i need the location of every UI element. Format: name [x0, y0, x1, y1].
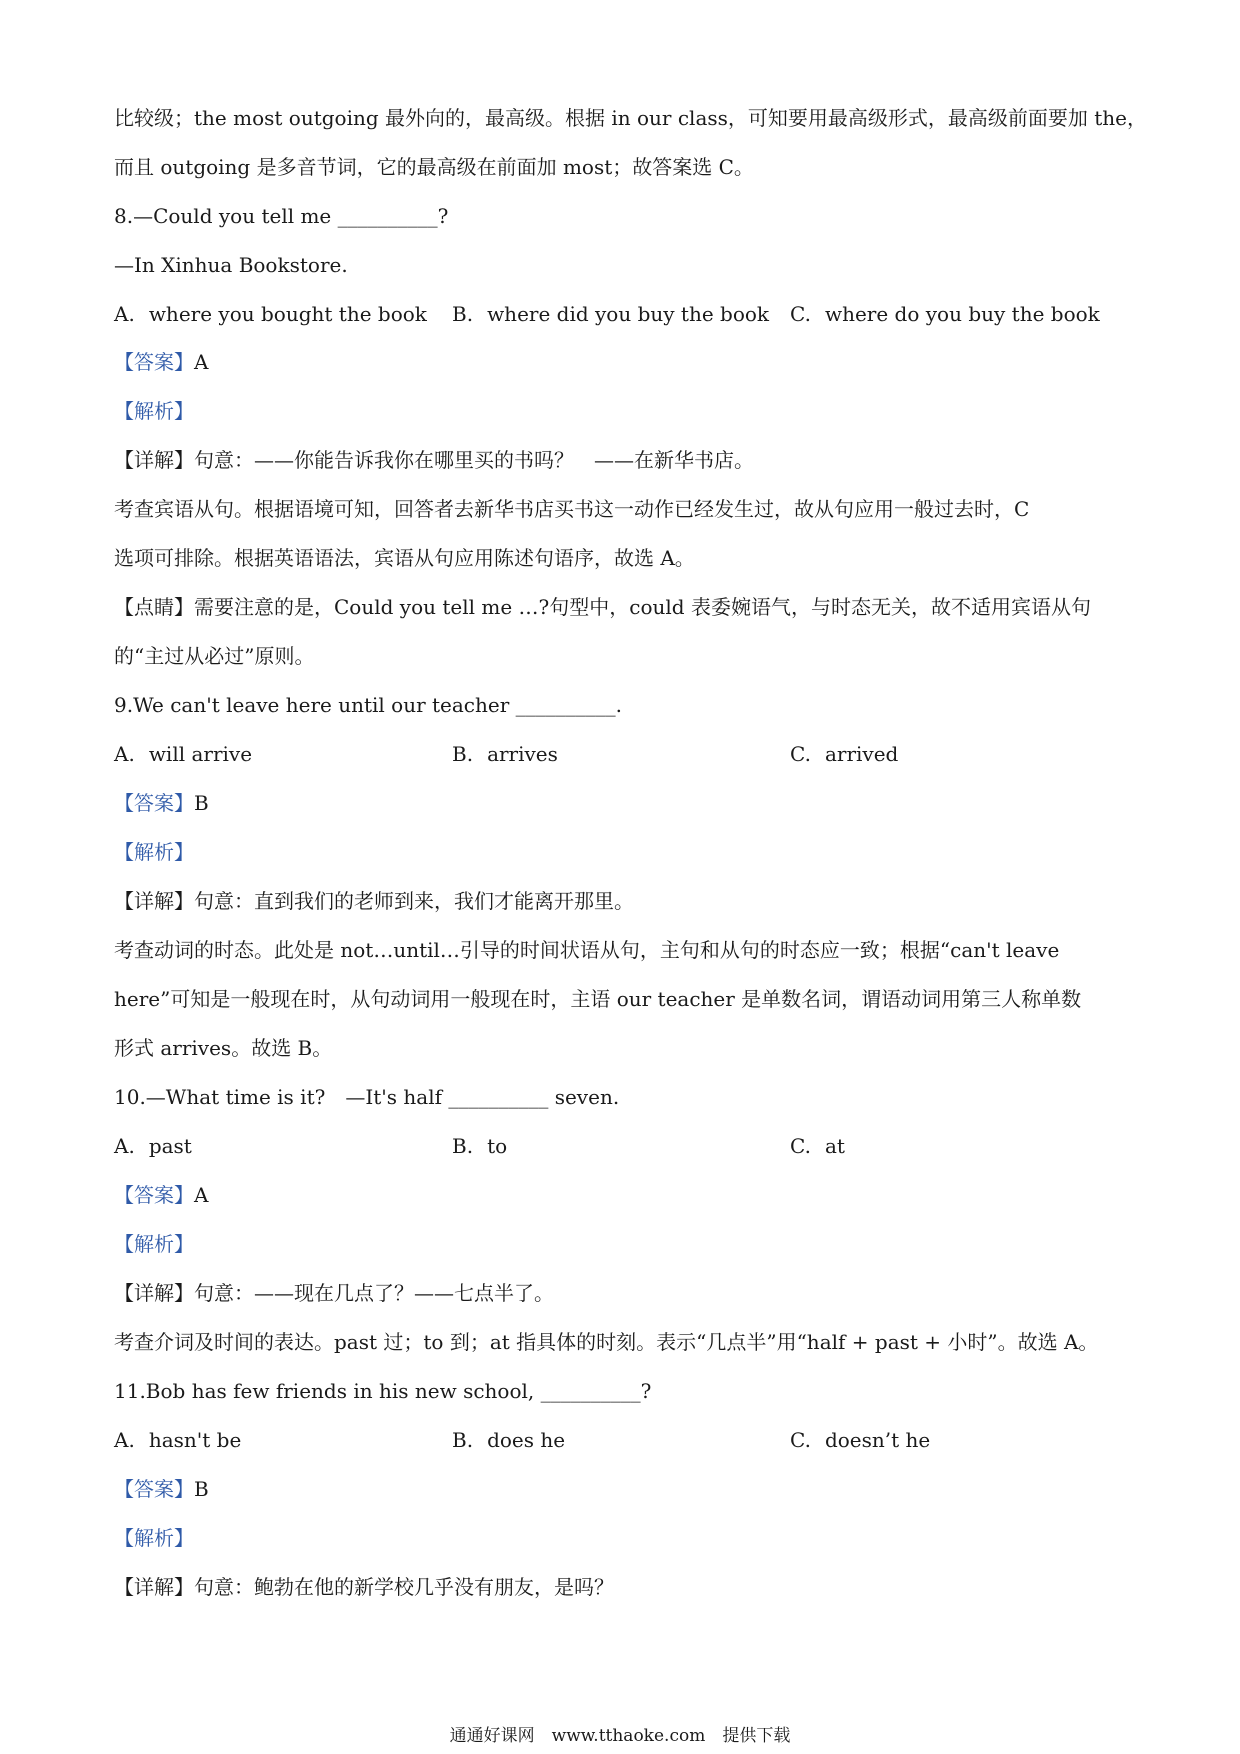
question-9-option-a	[114, 740, 252, 768]
option-letter: C.	[790, 302, 811, 326]
question-10-analysis-tag: 【解析】	[114, 1232, 194, 1256]
option-text: at	[824, 1134, 845, 1158]
explanation-line: 而且 outgoing 是多音节词，它的最高级在前面加 most；故答案选 C。	[114, 155, 754, 179]
question-10-detail: 【详解】句意：——现在几点了？——七点半了。	[114, 1281, 554, 1305]
question-11-analysis-tag: 【解析】	[114, 1526, 194, 1550]
answer-tag: 【答案】	[114, 350, 194, 374]
option-text: where did you buy the book	[487, 302, 770, 326]
answer-tag: 【答案】	[114, 1477, 194, 1501]
question-8-note: 的“主过从必过”原则。	[114, 644, 315, 668]
question-8-explanation: 考查宾语从句。根据语境可知，回答者去新华书店买书这一动作已经发生过，故从句应用一般过去时，C	[114, 497, 1030, 521]
question-8-detail: 【详解】句意：——你能告诉我你在哪里买的书吗？ ——在新华书店。	[114, 448, 754, 472]
question-8-explanation: 选项可排除。根据英语语法，宾语从句应用陈述句语序，故选 A。	[114, 546, 695, 570]
option-letter: C.	[790, 1428, 811, 1452]
option-text: doesn’t he	[824, 1428, 931, 1452]
question-11-option-a	[114, 1426, 241, 1454]
answer-value: B	[194, 791, 209, 815]
question-10-explanation: 考查介词及时间的表达。past 过；to 到；at 指具体的时刻。表示“几点半”用“half + past + 小时”。故选 A。	[114, 1330, 1099, 1354]
question-8-analysis-tag: 【解析】	[114, 399, 194, 423]
option-letter: A.	[114, 1134, 135, 1158]
option-letter: B.	[452, 302, 474, 326]
option-text: will arrive	[148, 742, 253, 766]
question-11-answer	[114, 1475, 209, 1503]
question-10-answer	[114, 1181, 208, 1209]
question-10-option-a	[114, 1132, 192, 1160]
option-text: where you bought the book	[148, 302, 427, 326]
option-text: arrived	[824, 742, 899, 766]
option-letter: B.	[452, 742, 474, 766]
question-9-answer	[114, 789, 209, 817]
option-text: past	[148, 1134, 192, 1158]
option-letter: A.	[114, 742, 135, 766]
question-10-option-c	[790, 1132, 845, 1160]
answer-value: A	[194, 1183, 209, 1207]
option-letter: A.	[114, 1428, 135, 1452]
option-letter: A.	[114, 302, 135, 326]
answer-value: B	[194, 1477, 209, 1501]
option-letter: B.	[452, 1428, 474, 1452]
question-11-detail: 【详解】句意：鲍勃在他的新学校几乎没有朋友，是吗？	[114, 1575, 614, 1599]
question-10-option-b	[452, 1132, 507, 1160]
option-letter: B.	[452, 1134, 474, 1158]
question-8-stem: 8.—Could you tell me __________?	[114, 204, 449, 228]
option-text: where do you buy the book	[824, 302, 1100, 326]
question-9-detail: 【详解】句意：直到我们的老师到来，我们才能离开那里。	[114, 889, 634, 913]
question-11-stem: 11.Bob has few friends in his new school, __________?	[114, 1379, 652, 1403]
question-9-explanation: 考查动词的时态。此处是 not…until…引导的时间状语从句，主句和从句的时态应一致；根据“can't leave	[114, 938, 1060, 962]
question-9-analysis-tag: 【解析】	[114, 840, 194, 864]
option-text: does he	[487, 1428, 566, 1452]
question-9-option-c	[790, 740, 898, 768]
answer-value: A	[194, 350, 209, 374]
option-text: hasn't be	[148, 1428, 242, 1452]
question-11-option-b	[452, 1426, 565, 1454]
option-text: to	[487, 1134, 508, 1158]
question-8-option-b	[452, 300, 769, 328]
question-9-stem: 9.We can't leave here until our teacher __________.	[114, 693, 622, 717]
question-9-explanation: 形式 arrives。故选 B。	[114, 1036, 333, 1060]
question-8-note: 【点睛】需要注意的是，Could you tell me …?句型中，could 表委婉语气，与时态无关，故不适用宾语从句	[114, 595, 1091, 619]
question-8-option-a	[114, 300, 427, 328]
answer-tag: 【答案】	[114, 791, 194, 815]
page-footer: 通通好课网 www.tthaoke.com 提供下载	[449, 1726, 791, 1746]
question-8-answer	[114, 348, 208, 376]
question-9-explanation: here”可知是一般现在时，从句动词用一般现在时，主语 our teacher 是单数名词，谓语动词用第三人称单数	[114, 987, 1082, 1011]
question-11-option-c	[790, 1426, 930, 1454]
question-9-option-b	[452, 740, 558, 768]
answer-tag: 【答案】	[114, 1183, 194, 1207]
explanation-line: 比较级；the most outgoing 最外向的，最高级。根据 in our class，可知要用最高级形式，最高级前面要加 the，	[114, 106, 1148, 130]
option-text: arrives	[487, 742, 558, 766]
question-8-reply: —In Xinhua Bookstore.	[114, 253, 348, 277]
question-8-option-c	[790, 300, 1100, 328]
option-letter: C.	[790, 1134, 811, 1158]
option-letter: C.	[790, 742, 811, 766]
question-10-stem: 10.—What time is it? —It's half __________ seven.	[114, 1085, 620, 1109]
